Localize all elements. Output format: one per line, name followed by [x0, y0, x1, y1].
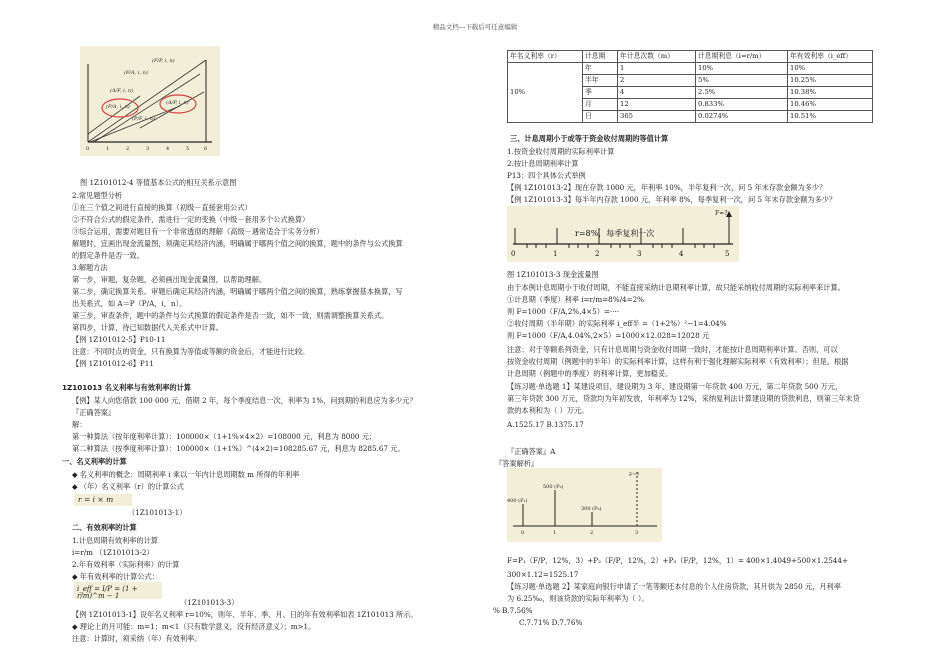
- table-cell: 年: [583, 63, 618, 75]
- heading-section-3: 三、计息周期小于或等于资金收付周期的等值计算: [510, 134, 669, 143]
- text-line: % B.7.56%: [493, 606, 533, 615]
- formula-ref: （1Z101013-3）: [180, 598, 239, 607]
- cf2-bar-label-1: 400 (P₁): [507, 498, 528, 504]
- text-line: F=P₁（F/P，12%，3）+P₂（F/P，12%，2）+P₃（F/P，12%，1）= 400×1.4049+500×1.2544+: [507, 556, 848, 565]
- table-header: 计息期: [583, 51, 618, 63]
- effective-rate-table: [507, 50, 873, 123]
- cf2-top-label: F=?: [629, 472, 640, 478]
- table-cell: 月: [583, 99, 618, 111]
- figure-caption: 图 1Z101013-3 现金流量图: [507, 270, 599, 279]
- text-line: 3.解题方法: [72, 263, 108, 272]
- text-line: 的假定条件是否一致。: [72, 251, 144, 260]
- table-cell: 日: [583, 111, 618, 123]
- text-line: 【例】某人向您借款 100 000 元，借期 2 年，每个季度结息一次，利率为 1%，问到期的利息应为多少元？: [72, 396, 417, 405]
- text-line: 注意：对于等额系列资金，只有计息周期与资金收付周期一致时，才能按计息周期利率计算。否则，可以: [507, 345, 838, 354]
- table-cell: 0.0274%: [696, 111, 788, 123]
- text-line: 则 F=1000（F/A,4.04%,2×5）=1000×12.028=12028 元: [507, 331, 710, 340]
- text-line: ②不符合公式的假定条件，需进行一定的变换（中级－套用多个公式换算）: [72, 215, 310, 224]
- text-line: 出关系式，如 A＝P（P/A，i，n）。: [72, 299, 187, 308]
- cf2-tick-2: 2: [590, 530, 594, 536]
- text-line: 300×1.12=1525.17: [507, 570, 579, 579]
- heading-nominal: 一、名义利率的计算: [62, 457, 127, 466]
- cf2-tick-1: 1: [553, 530, 557, 536]
- label-ap: (A/P, i, n): [166, 100, 189, 106]
- text-line: 注意：计算时，须采纳（年）有效利率。: [72, 634, 202, 643]
- text-line: 解题时，宜画出现金流量图，须确定其经济内涵，明确属于哪两个值之间的换算，题中的条件与公式换算: [72, 239, 403, 248]
- axis-tick-6: 6: [204, 146, 208, 152]
- text-line: ◆ 理论上的月可能：m=1；m<1（只有数学意义，没有经济意义）；m>1。: [72, 622, 316, 631]
- table-cell: 0.833%: [696, 99, 788, 111]
- text-line: 计息周期（例题中的季度）的利率计算，更加稳妥。: [507, 369, 673, 378]
- formula-ref: （1Z101013-1）: [128, 508, 187, 517]
- table-cell: 10%: [508, 63, 583, 123]
- text-line: 由于本例计息周期小于收付周期，不能直接采纳计息期利率计算，故只能采纳收付周期的实际利率来计算。: [507, 283, 845, 292]
- text-line: ③综合运用，需要对题目有一个非常透彻的理解（高级－遇常适合于实务分析）: [72, 227, 324, 236]
- cf1-top-label: F=?: [715, 210, 728, 217]
- table-header: 年计息次数（m）: [618, 51, 696, 63]
- page-header: 精品文档---下载后可任意编辑: [432, 23, 518, 31]
- table-cell: 季: [583, 87, 618, 99]
- text-line: 第四步，计算，待已知数据代入关系式中计算。: [72, 323, 223, 332]
- label-fa: (F/A, i, n): [124, 70, 148, 76]
- table-cell: 1: [618, 63, 696, 75]
- text-line: 【例 1Z101013-3】每半年内存款 1000 元，年利率 8%，每季复利一次，问 5 年末存款金额为多少？: [507, 195, 837, 204]
- cf2-bar-label-2: 500 (P₂): [543, 484, 564, 490]
- text-line: 2.年有效利率（实际利率）的计算: [72, 560, 180, 569]
- equivalence-diagram: [80, 46, 220, 156]
- label-pf: (P/F, i, n): [132, 116, 155, 122]
- table-cell: 10.25%: [788, 75, 873, 87]
- label-pa: (P/A, i, n): [106, 104, 130, 110]
- axis-tick-2: 2: [126, 146, 130, 152]
- answer-label: 『正确答案』A: [507, 447, 556, 456]
- text-line: A.1525.17 B.1375.17: [507, 420, 584, 429]
- table-cell: 365: [618, 111, 696, 123]
- formula-nominal: r = i × m: [74, 494, 132, 506]
- text-line: 1.按资金收付周期的实际利率计算: [507, 147, 615, 156]
- axis-tick-0: 0: [86, 146, 90, 152]
- text-line: 【练习题·单选题 1】某建设项目，建设期为 3 年，建设期第一年贷款 400 万元，第二年贷款 500 万元，: [507, 382, 843, 391]
- label-fp: (F/P, i, n): [152, 58, 175, 64]
- table-cell: 10.51%: [788, 111, 873, 123]
- cf1-rate-label: r=8%，每季复利一次: [575, 229, 655, 238]
- text-line: 按资金收付周期（例题中的半年）的实际利率计算，这样有利于强化理解实际利率（有效利率）；但是，根据: [507, 357, 849, 366]
- table-cell: 2.5%: [696, 87, 788, 99]
- axis-tick-4: 4: [166, 146, 170, 152]
- axis-tick-5: 5: [186, 146, 190, 152]
- cf1-tick-2: 2: [595, 250, 600, 258]
- cf1-tick-0: 0: [511, 250, 516, 258]
- text-line: ◆ 名义利率的概念：周期利率 i 乘以一年内计息周期数 m 所得的年利率: [72, 470, 300, 479]
- table-header: 计息期利息（i=r/m）: [696, 51, 788, 63]
- text-line: 【例 1Z101012-5】P10-11: [72, 335, 166, 344]
- analysis-label: 『答案解析』: [495, 459, 539, 468]
- cf2-tick-0: 0: [521, 530, 525, 536]
- text-line: 第一步，审题，复杂题，必须画出现金流量图，以帮助理解。: [72, 275, 267, 284]
- heading-effective: 二、有效利率的计算: [72, 523, 137, 532]
- cf1-tick-5: 5: [725, 250, 730, 258]
- text-line: 第二步，确定换算关系。审题后确定其经济内涵，明确属于哪两个值之间的换算，熟练掌握基本换算，写: [72, 287, 403, 296]
- text-line: ②收付周期（半年期）的实际利率 i_eff半 =（1+2%）²−1=4.04%: [507, 319, 727, 328]
- text-line: ◆ （年）名义利率（r）的计算公式: [72, 482, 184, 491]
- text-line: 第三年贷款 300 万元，贷款均为年初发放，年利率为 12%，采纳复利法计算建设期的贷款利息，则第三年末贷: [507, 394, 860, 403]
- table-cell: 2: [618, 75, 696, 87]
- table-cell: 10.38%: [788, 87, 873, 99]
- figure-caption: 图 1Z101012-4 等值基本公式的相互关系示意图: [80, 178, 237, 187]
- text-line: 第一种算法（按年度利率计算）：100000×（1+1%×4×2）=108000 元，利息为 8000 元；: [72, 432, 377, 441]
- text-line: 第二种算法（按季度利率计算）：100000×（1+1%）^(4×2)=108285.67 元，利息为 8285.67 元。: [72, 444, 405, 453]
- table-header: 年名义利率（r）: [508, 51, 583, 63]
- text-line: 第三步，审查条件，题中的条件与公式换算的假定条件是否一致，如不一致，则需调整换算关系式。: [72, 311, 389, 320]
- text-line: P13：四个具体公式举例: [507, 171, 586, 180]
- text-line: 【例 1Z101013-1】设年名义利率 r=10%，则年、半年、季、月、日的年有效利率如表 1Z101013 所示。: [72, 610, 418, 619]
- text-line: C.7.71% D.7.76%: [519, 618, 583, 627]
- text-line: 【例 1Z101013-2】现在存款 1000 元，年利率 10%，半年复利一次，问 5 年末存款金额为多少？: [507, 183, 827, 192]
- text-line: 注意：不同时点的资金，只有换算为等值或等额的资金后，才能进行比较。: [72, 347, 310, 356]
- text-line: 【练习题·单选题 2】某家庭向银行申请了一笔等额还本付息的个人住房贷款，其月供为 2850 元，月利率: [507, 582, 841, 591]
- table-header: 年有效利率（i_eff）: [788, 51, 873, 63]
- cashflow-diagram-2: [507, 468, 662, 542]
- text-line: 2.常见题型分析: [72, 191, 122, 200]
- label-af: (A/F, i, n): [110, 88, 134, 94]
- text-line: 则 F=1000（F/A,2%,4×5）=····: [507, 307, 620, 316]
- section-title: 1Z101013 名义利率与有效利率的计算: [62, 383, 191, 392]
- text-line: 1.计息周期有效利率的计算: [72, 536, 158, 545]
- axis-tick-3: 3: [146, 146, 150, 152]
- text-line: 2.按计息周期利率计算: [507, 159, 579, 168]
- text-line: 为 6.25‰，则该贷款的实际年利率为（ ）。: [507, 594, 649, 603]
- table-cell: 5%: [696, 75, 788, 87]
- table-cell: 12: [618, 99, 696, 111]
- table-cell: 半年: [583, 75, 618, 87]
- cf2-bar-label-3: 300 (P₃): [581, 506, 602, 512]
- table-cell: 10%: [788, 63, 873, 75]
- cf2-tick-3: 3: [635, 530, 639, 536]
- axis-tick-1: 1: [106, 146, 110, 152]
- text-line: ◆ 年有效利率的计算公式：: [72, 572, 159, 581]
- table-cell: 10.46%: [788, 99, 873, 111]
- text-line: 解：: [72, 420, 87, 429]
- cf1-tick-1: 1: [553, 250, 558, 258]
- text-line: i=r/m （1Z101013-2）: [72, 548, 154, 557]
- cashflow-diagram-1: [507, 206, 739, 262]
- text-line: 『正确答案』: [72, 408, 116, 417]
- text-line: ①在三个值之间进行直接的换算（初级－直接套用公式）: [72, 203, 252, 212]
- text-line: ①计息期（季度）利率 i=r/m=8%/4=2%: [507, 295, 644, 304]
- text-line: 款的本利和为（ ）万元。: [507, 406, 589, 415]
- cf1-tick-4: 4: [679, 250, 684, 258]
- cf1-tick-3: 3: [637, 250, 642, 258]
- table-cell: 4: [618, 87, 696, 99]
- table-cell: 10%: [696, 63, 788, 75]
- formula-effective: i_eff = I/P = (1 + r/m)^m − 1: [74, 582, 162, 599]
- text-line: 【例 1Z101012-6】P11: [72, 359, 154, 368]
